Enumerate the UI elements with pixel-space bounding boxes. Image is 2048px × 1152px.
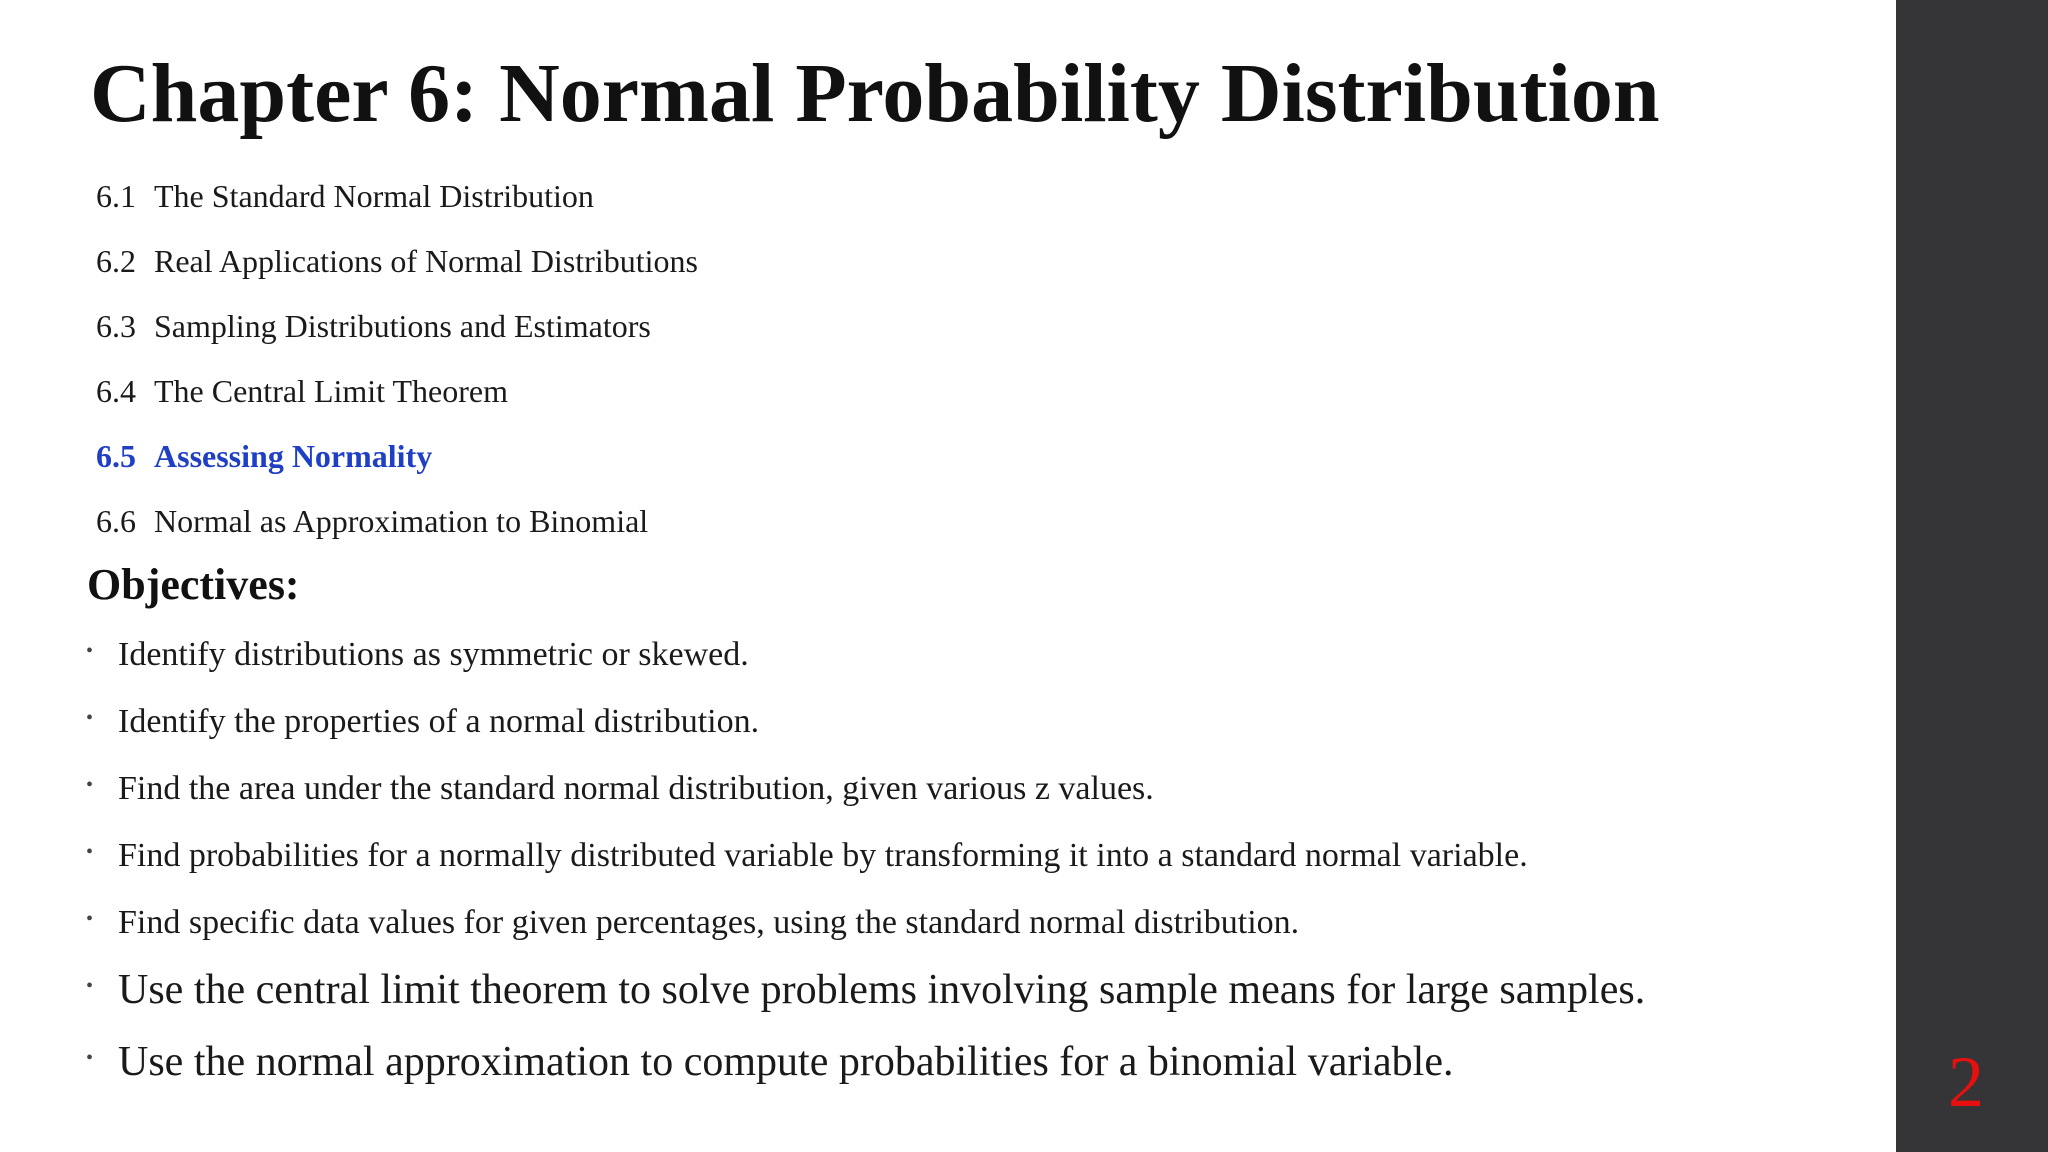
objective-item bbox=[86, 695, 1645, 762]
objective-text: Use the normal approximation to compute probabilities for a binomial variable. bbox=[118, 1039, 1454, 1085]
section-list bbox=[96, 174, 698, 564]
section-label: Normal as Approximation to Binomial bbox=[154, 503, 649, 539]
bullet-icon: • bbox=[86, 774, 94, 796]
bullet-icon: • bbox=[86, 908, 94, 930]
section-label: Real Applications of Normal Distributions bbox=[154, 243, 698, 279]
bullet-icon: • bbox=[86, 975, 94, 997]
objective-item bbox=[86, 896, 1645, 963]
section-number: 6.6 bbox=[96, 503, 136, 539]
objective-item bbox=[86, 963, 1645, 1035]
bullet-icon: • bbox=[86, 640, 94, 662]
objective-text: Find specific data values for given percentages, using the standard normal distribution. bbox=[118, 904, 1300, 941]
objective-item bbox=[86, 829, 1645, 896]
bullet-icon: • bbox=[86, 707, 94, 729]
objective-text: Find probabilities for a normally distributed variable by transforming it into a standard normal variable. bbox=[118, 837, 1528, 874]
objective-text: Find the area under the standard normal distribution, given various z values. bbox=[118, 770, 1154, 807]
section-number: 6.4 bbox=[96, 373, 136, 409]
objective-text: Identify the properties of a normal distribution. bbox=[118, 703, 760, 740]
sidebar-panel bbox=[1896, 0, 2048, 1152]
bullet-icon: • bbox=[86, 841, 94, 863]
objective-item bbox=[86, 1035, 1645, 1107]
objective-item bbox=[86, 762, 1645, 829]
section-item bbox=[96, 239, 698, 304]
objective-text: Identify distributions as symmetric or skewed. bbox=[118, 636, 749, 673]
section-number: 6.1 bbox=[96, 178, 136, 214]
slide-title: Chapter 6: Normal Probability Distribution bbox=[90, 47, 1660, 140]
section-label: The Standard Normal Distribution bbox=[154, 178, 594, 214]
page-number: 2 bbox=[1948, 1042, 1984, 1122]
objectives-list bbox=[86, 628, 1645, 1107]
section-label: Sampling Distributions and Estimators bbox=[154, 308, 651, 344]
objectives-heading: Objectives: bbox=[87, 560, 300, 609]
section-item-current bbox=[96, 434, 698, 499]
section-item bbox=[96, 369, 698, 434]
objective-item bbox=[86, 628, 1645, 695]
section-number: 6.5 bbox=[96, 438, 136, 474]
section-item bbox=[96, 499, 698, 564]
section-number: 6.3 bbox=[96, 308, 136, 344]
section-number: 6.2 bbox=[96, 243, 136, 279]
section-item bbox=[96, 304, 698, 369]
section-item bbox=[96, 174, 698, 239]
section-label: Assessing Normality bbox=[154, 438, 433, 474]
section-label: The Central Limit Theorem bbox=[154, 373, 508, 409]
objective-text: Use the central limit theorem to solve problems involving sample means for large samples. bbox=[118, 967, 1646, 1013]
bullet-icon: • bbox=[86, 1047, 94, 1069]
